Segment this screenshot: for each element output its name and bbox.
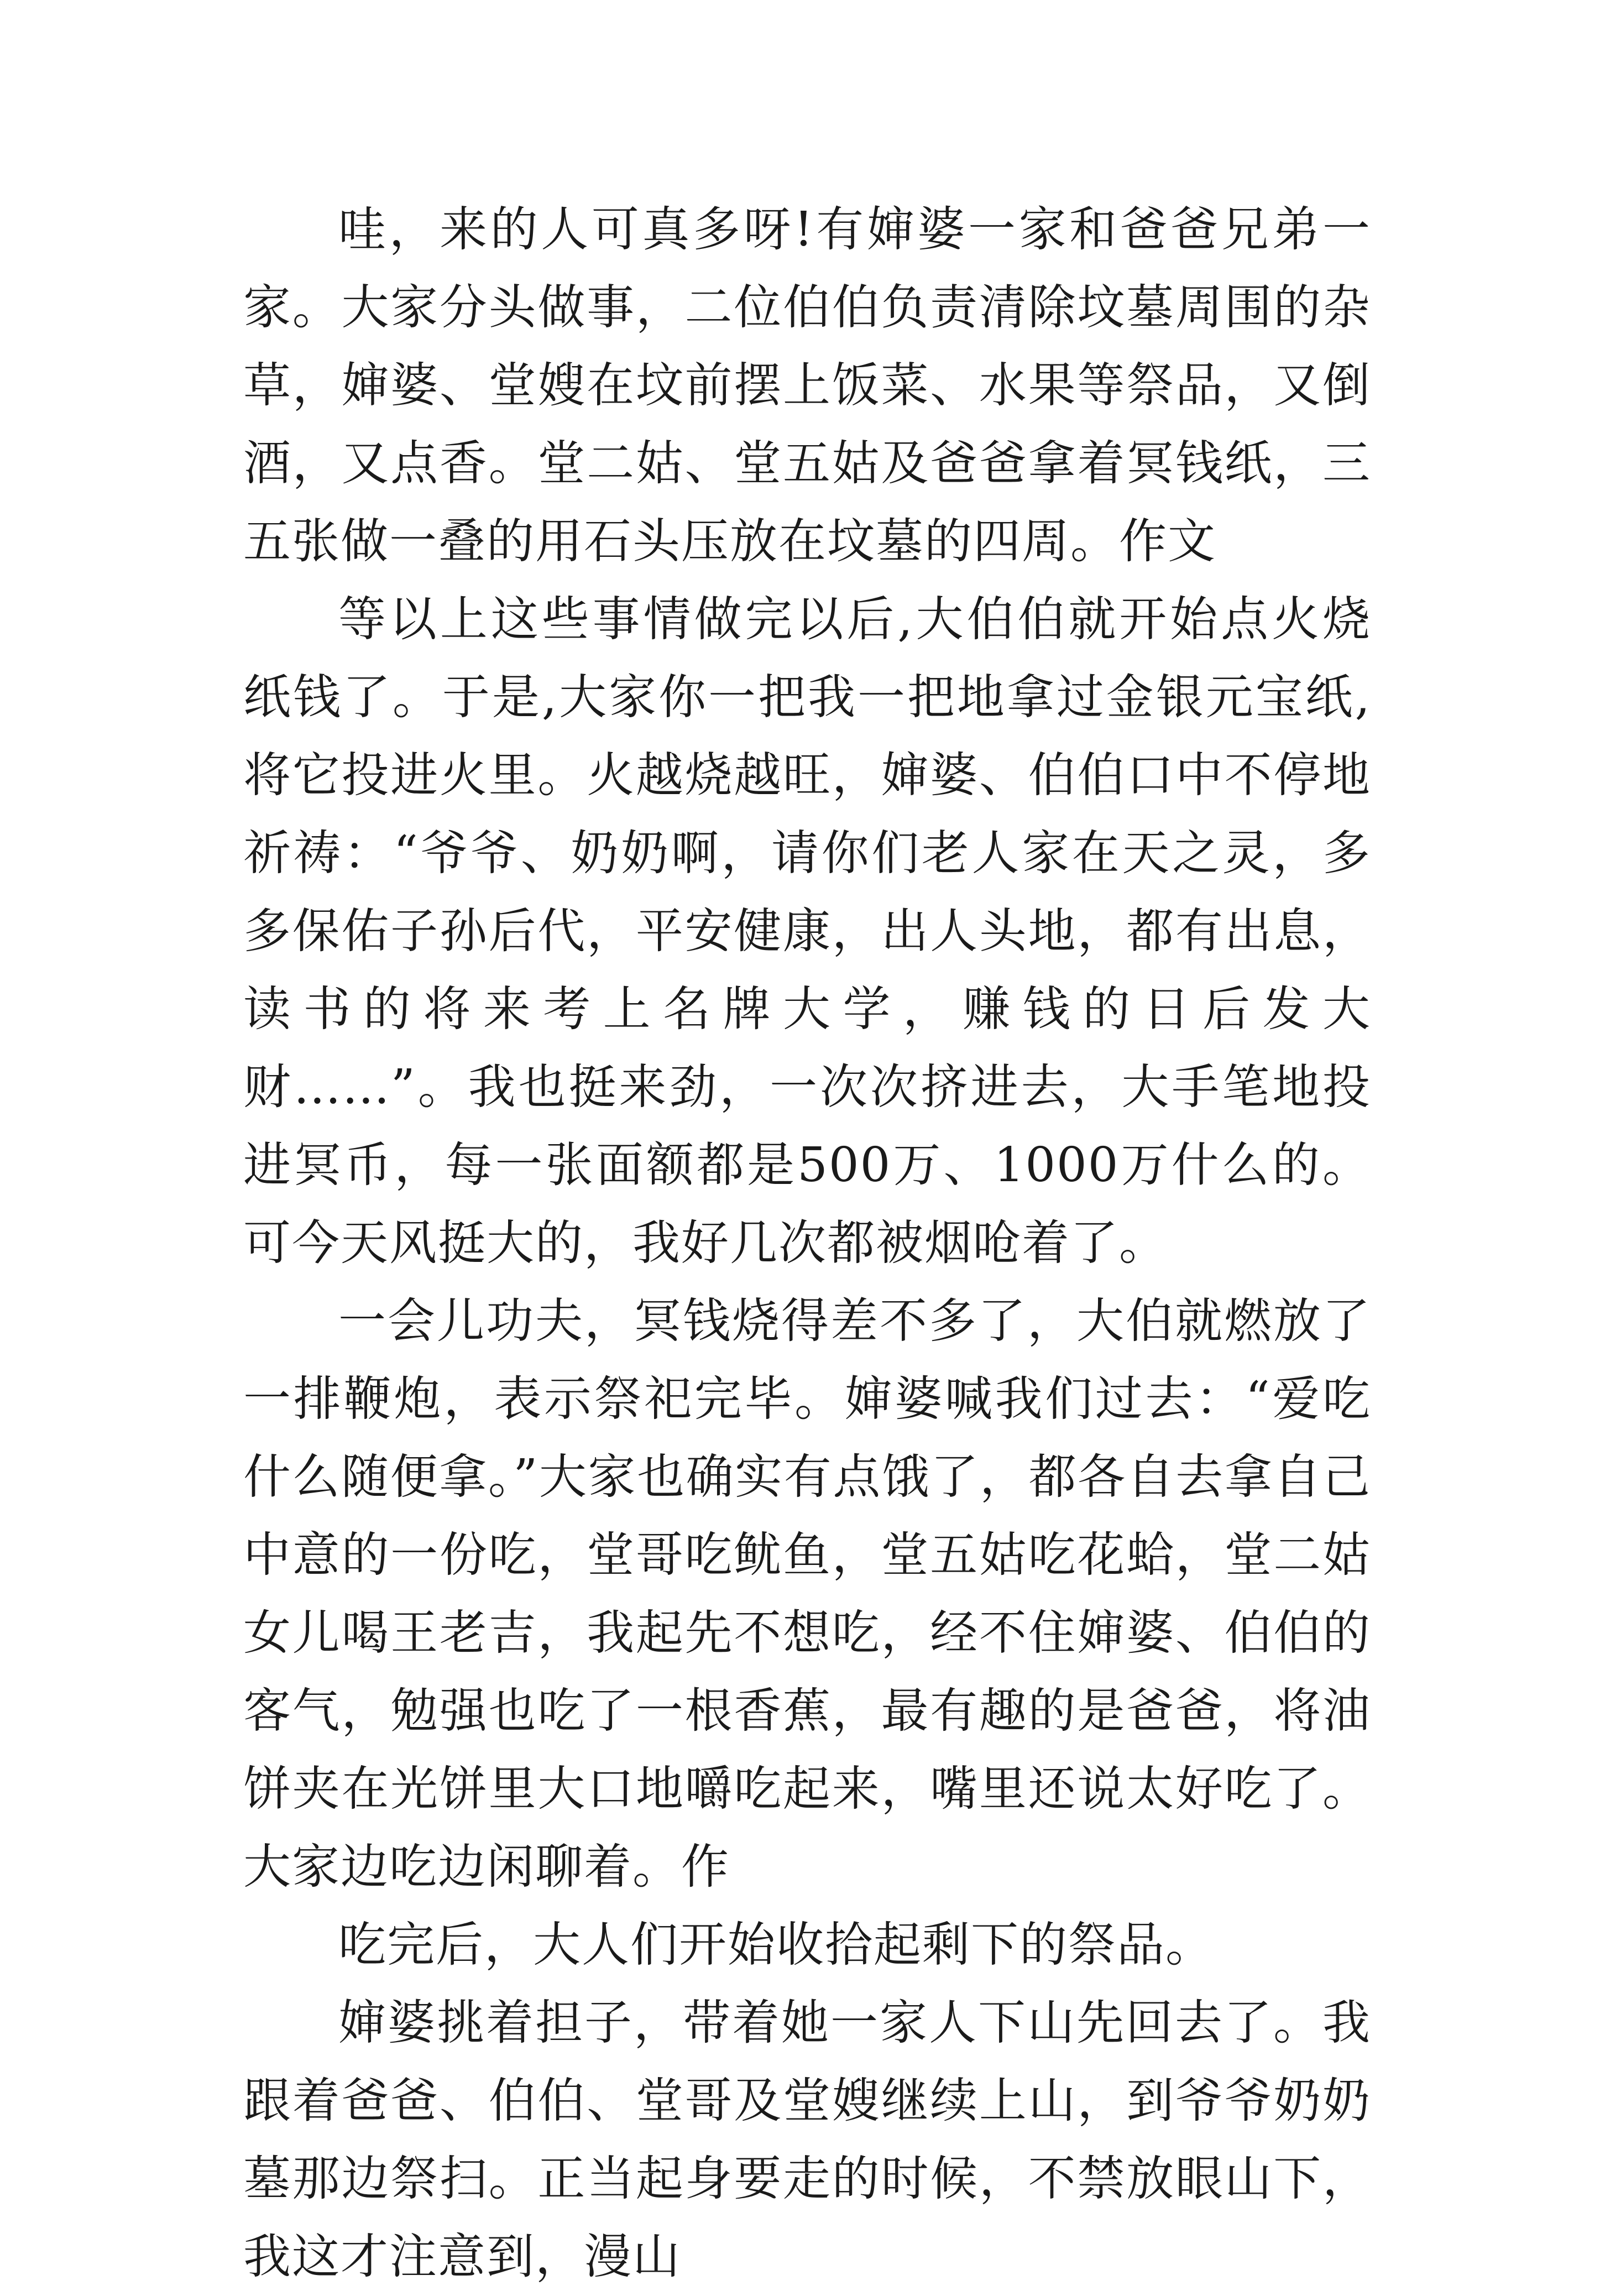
paragraph-2: 等以上这些事情做完以后,大伯伯就开始点火烧纸钱了。于是,大家你一把我一把地拿过金银元宝纸,将它投进火里。火越烧越旺，婶婆、伯伯口中不停地祈祷：“爷爷、奶奶啊，请你们老人家在天之灵，多多保佑子孙后代，平安健康，出人头地，都有出息，读书的将来考上名牌大学，赚钱的日后发大财……”。我也挺来劲，一次次挤进去，大手笔地投进冥币，每一张面额都是500万、1000万什么的。可今天风挺大的，我好几次都被烟呛着了。: [243, 592, 1371, 1271]
essay-body: [243, 191, 1371, 2296]
paragraph-1: 哇，来的人可真多呀!有婶婆一家和爸爸兄弟一家。大家分头做事，二位伯伯负责清除坟墓周围的杂草，婶婆、堂嫂在坟前摆上饭菜、水果等祭品，又倒酒，又点香。堂二姑、堂五姑及爸爸拿着冥钱纸，三五张做一叠的用石头压放在坟墓的四周。作文: [243, 202, 1371, 569]
paragraph-4: 吃完后，大人们开始收拾起剩下的祭品。: [338, 1917, 1214, 1973]
paragraph-5: 婶婆挑着担子，带着她一家人下山先回去了。我跟着爸爸、伯伯、堂哥及堂嫂继续上山，到爷爷奶奶墓那边祭扫。正当起身要走的时候，不禁放眼山下，我这才注意到，漫山: [243, 1995, 1371, 2284]
paragraph-3: 一会儿功夫，冥钱烧得差不多了，大伯就燃放了一排鞭炮，表示祭祀完毕。婶婆喊我们过去：“爱吃什么随便拿。”大家也确实有点饿了，都各自去拿自己中意的一份吃，堂哥吃鱿鱼，堂五姑吃花蛤，堂二姑女儿喝王老吉，我起先不想吃，经不住婶婆、伯伯的客气，勉强也吃了一根香蕉，最有趣的是爸爸，将油饼夹在光饼里大口地嚼吃起来，嘴里还说太好吃了。大家边吃边闲聊着。作: [243, 1293, 1371, 1895]
